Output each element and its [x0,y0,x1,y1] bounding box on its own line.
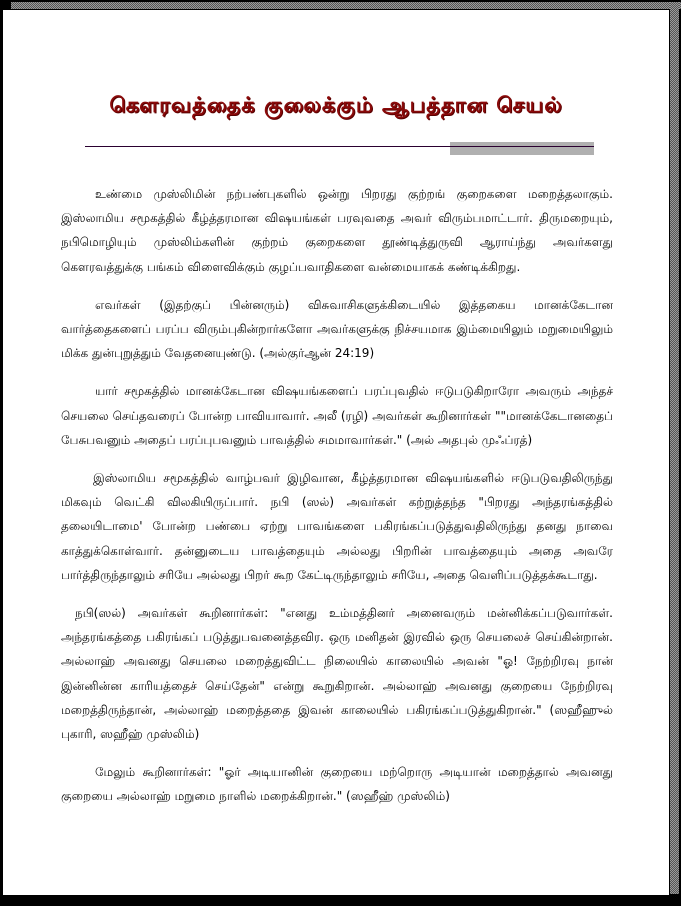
document-page [3,10,669,895]
page-title: கௌரவத்தைக் குலைக்கும் ஆபத்தான செயல் [109,92,563,118]
paragraph-ali-saying: யார் சமூகத்தில் மானக்கேடான விஷயங்களைப் பரப்புவதில் ஈடுபடுகிறாரோ அவரும் அந்தச் செயலை செய்தவரைப் போன்ற பாவியாவார். அலீ (ரழி) அவர்கள் கூறினார்கள் ""மானக்கேடானதைப் பேசுபவனும் அதைப் பரப்புபவனும் பாவத்தில் சமமாவார்கள்." (அல் அதபுல் முஃப்ரத்) [61,384,613,447]
paragraph-quran-quote: எவர்கள் (இதற்குப் பின்னரும்) விசுவாசிகளுக்கிடையில் இத்தகைய மானக்கேடான வார்த்தைகளைப் பரப்ப விரும்புகின்றார்களோ அவர்களுக்கு நிச்சயமாக இம்மையிலும் மறுமையிலும் மிக்க துன்புறுத்தும் வேதனையுண்டு. (அல்குர்ஆன் 24:19) [61,297,613,361]
paragraph-intro: உண்மை முஸ்லிமின் நற்பண்புகளில் ஒன்று பிறரது குற்றங் குறைகளை மறைத்தலாகும். இஸ்லாமிய சமூகத்தில் கீழ்த்தரமான விஷயங்கள் பரவுவதை அவர் விரும்பமாட்டார். திருமறையும், நபிமொழியும் முஸ்லிம்களின் குற்றம் குறைகளை தூண்டித்துருவி ஆராய்ந்து அவர்களது கௌரவத்துக்கு பங்கம் விளைவிக்கும் குழப்பவாதிகளை வன்மையாகக் கண்டிக்கிறது. [61,187,613,274]
page-shadow-right [670,2,679,894]
paragraph-hadith-bukhari-muslim: நபி(ஸல்) அவர்கள் கூறினார்கள்: "எனது உம்மத்தினர் அனைவரும் மன்னிக்கப்படுவார்கள். அந்தரங்கத்தை பகிரங்கப் படுத்துபவனைத்தவிர. ஒரு மனிதன் இரவில் ஒரு செயலைச் செய்கின்றான். அல்லாஹ் அவனது செயலை மறைத்துவிட்ட நிலையில் காலையில் அவன் "ஓ! நேற்றிரவு நான் இன்னின்ன காரியத்தைச் செய்தேன்" என்று கூறுகிறான். அல்லாஹ் அவனது குறையை நேற்றிரவு மறைத்திருந்தான், அல்லாஹ் மறைத்ததை இவன் காலையில் பகிரங்கப்படுத்துகிறான்." (ஸஹீஹுல் புகாரி, ஸஹீஹ் முஸ்லிம்) [61,606,613,742]
page-shadow-top [11,2,681,9]
title-rule-accent-block [450,142,594,155]
paragraph-islamic-society: இஸ்லாமிய சமூகத்தில் வாழ்பவர் இழிவான, கீழ்த்தரமான விஷயங்களில் ஈடுபடுவதிலிருந்து மிகவும் வெட்கி விலகியிருப்பார். நபி (ஸல்) அவர்கள் கற்றுத்தந்த "பிறரது அந்தரங்கத்தில் தலையிடாமை' போன்ற பண்பை ஏற்று பாவங்களை பகிரங்கப்படுத்துவதிலிருந்து தனது நாவை காத்துக்கொள்வார். தன்னுடைய பாவத்தையும் அல்லது பிறரின் பாவத்தையும் அதை அவரே பார்த்திருந்தாலும் சரியே அல்லது பிறர் கூற கேட்டிருந்தாலும் சரியே, அதை வெளிப்படுத்தக்கூடாது. [61,471,613,582]
title-divider-line [85,146,594,147]
paragraph-hadith-muslim: மேலும் கூறினார்கள்: "ஓர் அடியானின் குறையை மற்றொரு அடியான் மறைத்தால் அவனது குறையை அல்லாஹ் மறுமை நாளில் மறைக்கிறான்." (ஸஹீஹ் முஸ்லிம்) [61,765,613,804]
article-body [61,182,613,823]
